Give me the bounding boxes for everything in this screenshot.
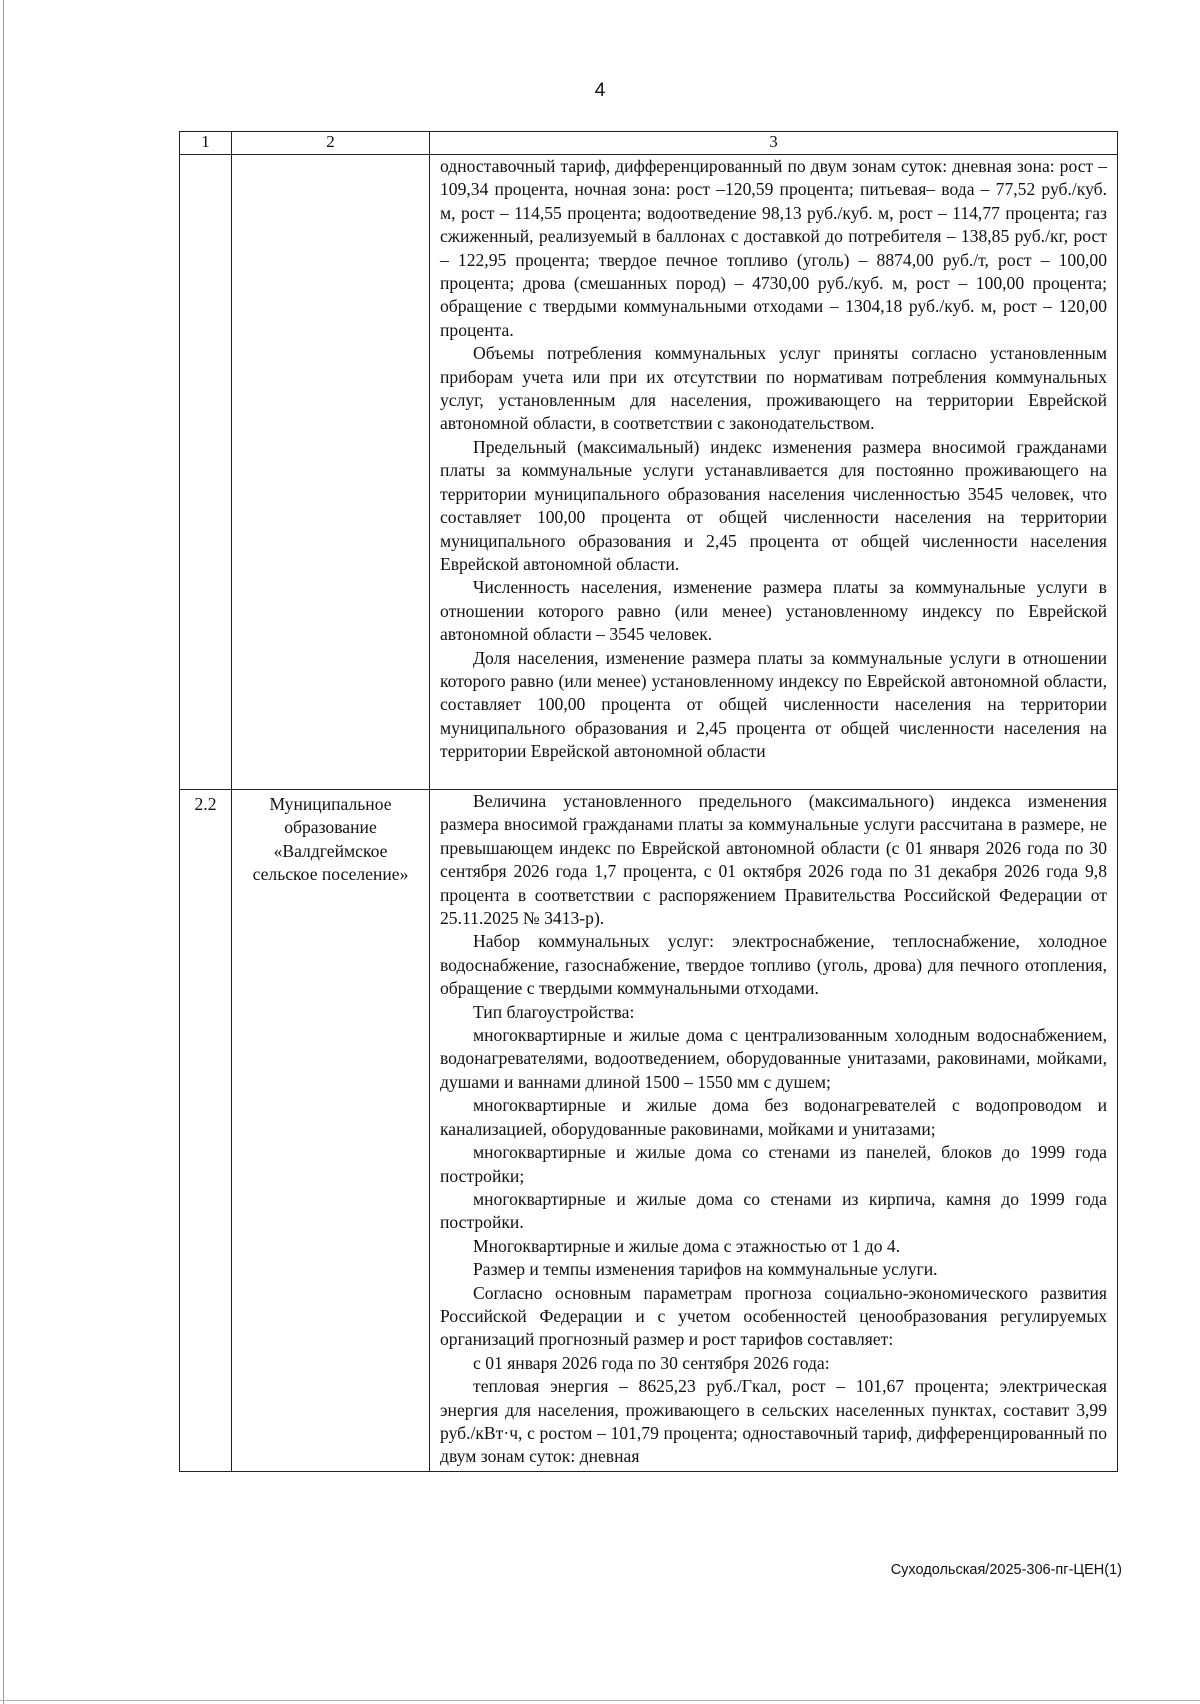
paragraph: одноставочный тариф, дифференцированный по двум зонам суток: дневная зона: рост – 109,34 процента, ночная зона: рост –120,59 процента; питьевая– вода – 77,52 руб./куб. м, рост – 114,55 процента; водоотведение 98,13 руб./куб. м, рост – 114,77 процента; газ сжиженный, реализуемый в баллонах с доставкой до потребителя – 138,85 руб./кг, рост – 122,95 процента; твердое печное топливо (уголь) – 8874,00 руб./т, рост – 100,00 процента; дрова (смешанных пород) – 4730,00 руб./куб. м, рост – 100,00 процента; обращение с твердыми коммунальными отходами – 1304,18 руб./куб. м, рост – 120,00 процента. [440, 156, 1107, 340]
row-2-2-num: 2.2 [180, 790, 232, 1472]
header-col-3: 3 [430, 132, 1118, 155]
paragraph: Согласно основным параметрам прогноза социально-экономического развития Российской Федерации и с учетом особенностей ценообразования регулируемых организаций прогнозный размер и рост тарифов составляет: [440, 1282, 1107, 1350]
paragraph: многоквартирные и жилые дома с централизованным холодным водоснабжением, водонагревателями, водоотведением, оборудованные унитазами, раковинами, мойками, душами и ваннами длиной 1500 – 1550 мм с душем; [440, 1025, 1107, 1092]
paragraph: Доля населения, изменение размера платы за коммунальные услуги в отношении которого равно (или менее) установленному индексу по Еврейской автономной области, составляет 100,00 процента от общей численности населения на территории муниципального образования и 2,45 процента от общей численности населения на территории Еврейской автономной области [440, 647, 1107, 762]
paragraph: тепловая энергия – 8625,23 руб./Гкал, рост – 101,67 процента; электрическая энергия для населения, проживающего в сельских населенных пунктах, составит 3,99 руб./кВт·ч, с ростом – 101,79 процента; одноставочный тариф, дифференцированный по двум зонам суток: дневная [440, 1376, 1107, 1467]
header-col-1: 1 [180, 132, 232, 155]
paragraph: Набор коммунальных услуг: электроснабжение, теплоснабжение, холодное водоснабжение, газоснабжение, твердое топливо (уголь, дрова) для печного отопления, обращение с твердыми коммунальными отходами. [440, 931, 1107, 999]
scan-edge-left [3, 0, 4, 1704]
table-row-continued [180, 155, 1118, 790]
row-continued-num [180, 155, 232, 790]
paragraph: многоквартирные и жилые дома без водонагревателей с водопроводом и канализацией, оборудованные раковинами, мойками и унитазами; [440, 1095, 1107, 1139]
paragraph: многоквартирные и жилые дома со стенами из кирпича, камня до 1999 года постройки. [440, 1188, 1107, 1233]
row-2-2-name: Муниципальное образование «Валдгеймское сельское поселение» [232, 790, 430, 1472]
paragraph: многоквартирные и жилые дома со стенами из панелей, блоков до 1999 года постройки; [440, 1142, 1107, 1186]
paragraph: с 01 января 2026 года по 30 сентября 2026 года: [473, 1352, 830, 1373]
paragraph: Предельный (максимальный) индекс изменения размера вносимой гражданами платы за коммунальные услуги устанавливается для постоянно проживающего на территории муниципального образования населения численностью 3545 человек, что составляет 100,00 процента от общей численности населения на территории муниципального образования и 2,45 процента от общей численности населения Еврейской автономной области. [440, 436, 1107, 574]
table-header-row [180, 132, 1118, 155]
paragraph: Размер и темпы изменения тарифов на коммунальные услуги. [473, 1259, 938, 1280]
table-row-2-2 [180, 790, 1118, 1472]
row-2-2-text [430, 790, 1118, 1472]
page-number: 4 [594, 80, 606, 101]
row-continued-text [430, 155, 1118, 790]
document-code: Суходольская/2025-306-пг-ЦЕН(1) [890, 1562, 1122, 1578]
document-table [179, 131, 1118, 1472]
scan-edge-bottom [0, 1700, 1200, 1701]
paragraph: Численность населения, изменение размера платы за коммунальные услуги в отношении которого равно (или менее) установленному индексу по Еврейской автономной области – 3545 человек. [440, 577, 1107, 645]
paragraph: Многоквартирные и жилые дома с этажностью от 1 до 4. [473, 1235, 901, 1256]
row-continued-name [232, 155, 430, 790]
header-col-2: 2 [232, 132, 430, 155]
paragraph: Величина установленного предельного (максимального) индекса изменения размера вносимой гражданами платы за коммунальные услуги рассчитана в размере, не превышающем индекс по Еврейской автономной области (с 01 января 2026 года по 30 сентября 2026 года 1,7 процента, с 01 октября 2026 года по 31 декабря 2026 года 9,8 процента в соответствии с распоряжением Правительства Российской Федерации от 25.11.2025 № 3413-р). [440, 791, 1107, 929]
paragraph: Объемы потребления коммунальных услуг приняты согласно установленным приборам учета или при их отсутствии по нормативам потребления коммунальных услуг, установленным для населения, проживающего на территории Еврейской автономной области, в соответствии с законодательством. [440, 343, 1107, 434]
paragraph: Тип благоустройства: [473, 1001, 635, 1022]
